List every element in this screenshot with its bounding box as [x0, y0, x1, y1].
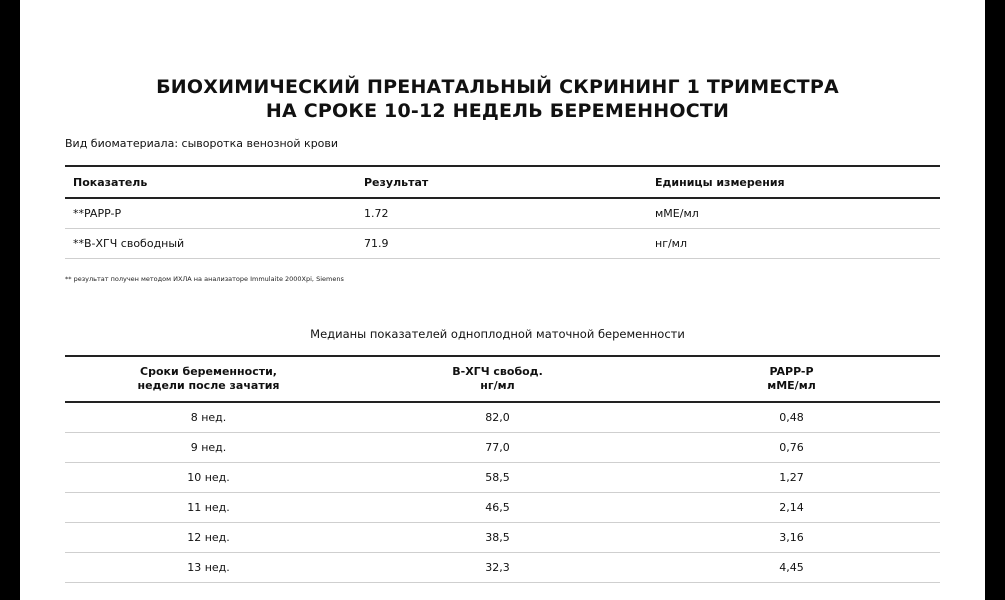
result-cell: 71.9 — [356, 229, 647, 259]
results-table — [65, 165, 940, 259]
papp-cell: 2,14 — [643, 493, 940, 523]
table-row — [65, 553, 940, 583]
results-header-units: Единицы измерения — [647, 166, 940, 198]
hcg-cell: 32,3 — [352, 553, 643, 583]
header-line: нг/мл — [480, 379, 515, 392]
medians-header-hcg — [352, 356, 643, 402]
papp-cell: 1,27 — [643, 463, 940, 493]
term-cell: 11 нед. — [65, 493, 352, 523]
term-cell: 10 нед. — [65, 463, 352, 493]
table-row — [65, 523, 940, 553]
medians-title: Медианы показателей одноплодной маточной беременности — [310, 327, 685, 341]
medians-header-row — [65, 356, 940, 402]
papp-cell: 3,16 — [643, 523, 940, 553]
table-row — [65, 198, 940, 229]
title-line-1: БИОХИМИЧЕСКИЙ ПРЕНАТАЛЬНЫЙ СКРИНИНГ 1 ТРИМЕСТРА — [156, 76, 839, 98]
table-row — [65, 493, 940, 523]
table-row — [65, 463, 940, 493]
header-line: PAPP-P — [769, 365, 814, 378]
table-row — [65, 433, 940, 463]
document-page — [20, 0, 985, 600]
header-line: недели после зачатия — [137, 379, 280, 392]
table-row — [65, 402, 940, 433]
units-cell: мМЕ/мл — [647, 198, 940, 229]
term-cell: 8 нед. — [65, 402, 352, 433]
term-cell: 12 нед. — [65, 523, 352, 553]
term-cell: 13 нед. — [65, 553, 352, 583]
method-footnote: ** результат получен методом ИХЛА на анализаторе Immulaite 2000Xpi, Siemens — [65, 275, 344, 283]
result-cell: 1.72 — [356, 198, 647, 229]
biomaterial-label: Вид биоматериала: сыворотка венозной крови — [65, 137, 339, 150]
title-line-2: НА СРОКЕ 10-12 НЕДЕЛЬ БЕРЕМЕННОСТИ — [265, 100, 730, 122]
papp-cell: 4,45 — [643, 553, 940, 583]
medians-header-term — [65, 356, 352, 402]
units-cell: нг/мл — [647, 229, 940, 259]
papp-cell: 0,48 — [643, 402, 940, 433]
indicator-cell: **B-ХГЧ свободный — [65, 229, 356, 259]
hcg-cell: 58,5 — [352, 463, 643, 493]
results-header-result: Результат — [356, 166, 647, 198]
hcg-cell: 77,0 — [352, 433, 643, 463]
indicator-cell: **PAPP-P — [65, 198, 356, 229]
hcg-cell: 38,5 — [352, 523, 643, 553]
medians-table — [65, 355, 940, 583]
results-header-row — [65, 166, 940, 198]
table-row — [65, 229, 940, 259]
term-cell: 9 нед. — [65, 433, 352, 463]
header-line: Сроки беременности, — [140, 365, 277, 378]
hcg-cell: 82,0 — [352, 402, 643, 433]
papp-cell: 0,76 — [643, 433, 940, 463]
medians-header-papp — [643, 356, 940, 402]
header-line: мМЕ/мл — [767, 379, 816, 392]
results-header-indicator: Показатель — [65, 166, 356, 198]
header-line: B-ХГЧ свобод. — [452, 365, 543, 378]
document-title — [20, 75, 975, 123]
hcg-cell: 46,5 — [352, 493, 643, 523]
